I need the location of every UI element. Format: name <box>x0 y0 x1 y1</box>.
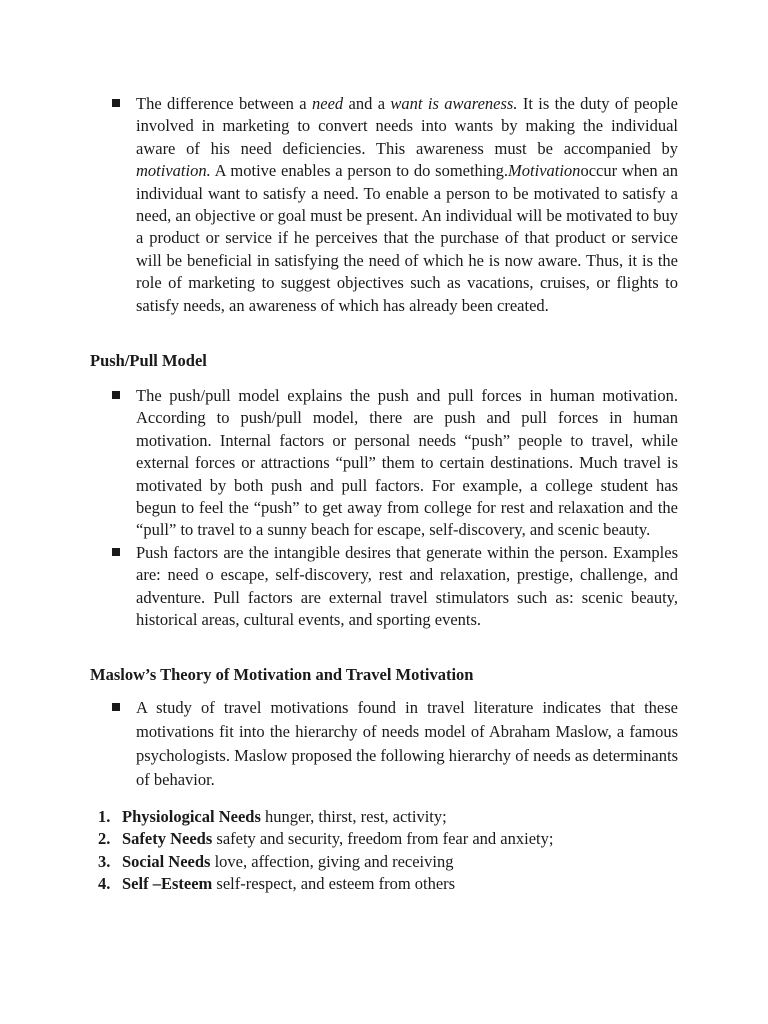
needs-list-item <box>98 873 698 895</box>
paragraph-text: The push/pull model explains the push and pull forces in human motivation. According to push/pull model, there are push and pull forces in human motivation. Internal factors or personal needs “push” people to travel, while external forces or attractions “pull” them to certain destinations. Much travel is motivated by both push and pull factors. For example, a college student has begun to feel the “push” to get away from college for rest and relaxation and the “pull” to travel to a sunny beach for escape, self-discovery, and scenic beauty. <box>136 386 678 540</box>
paragraph-text: Push factors are the intangible desires that generate within the person. Examples are: need o escape, self-discovery, rest and relaxation, prestige, challenge, and adventure. Pull factors are external travel stimulators such as: scenic beauty, historical areas, cultural events, and sporting events. <box>136 542 678 630</box>
need-description: self-respect, and esteem from others <box>212 874 456 894</box>
emphasis-motivation-2: Motivation <box>508 161 581 181</box>
list-item <box>112 385 678 542</box>
maslow-bullet-block <box>112 696 678 792</box>
section-heading-push-pull: Push/Pull Model <box>90 351 207 370</box>
list-number: 3. <box>98 851 111 871</box>
needs-list-item <box>98 806 698 828</box>
list-number: 1. <box>98 807 111 826</box>
needs-numbered-list <box>98 806 698 896</box>
needs-list-item <box>98 828 698 850</box>
push-pull-bullet-block <box>112 385 678 631</box>
need-term: Physiological Needs <box>122 807 261 826</box>
square-bullet-icon <box>112 696 120 720</box>
emphasis-need: need <box>312 94 344 113</box>
need-term: Safety Needs <box>122 829 213 849</box>
need-description: safety and security, freedom from fear and anxiety; <box>212 829 554 849</box>
emphasis-want-is-awareness: want is awareness. <box>390 94 518 113</box>
need-term: Social Needs <box>122 851 211 871</box>
square-bullet-icon <box>112 385 120 407</box>
list-number: 2. <box>98 829 111 849</box>
paragraph-text: A study of travel motivations found in travel literature indicates that these motivations fit into the hierarchy of needs model of Abraham Maslow, a famous psychologists. Maslow proposed the following hierarchy of needs as determinants of behavior. <box>136 698 678 789</box>
section-heading-maslow: Maslow’s Theory of Motivation and Travel Motivation <box>90 665 474 684</box>
square-bullet-icon <box>112 542 120 564</box>
square-bullet-icon <box>112 93 120 115</box>
needs-list-item <box>98 851 698 873</box>
emphasis-motivation: motivation. <box>136 161 211 181</box>
list-item <box>112 696 678 792</box>
list-item <box>112 93 678 317</box>
need-description: love, affection, giving and receiving <box>210 851 454 871</box>
list-number: 4. <box>98 874 111 894</box>
need-description: hunger, thirst, rest, activity; <box>260 807 447 826</box>
paragraph-text: The difference between a need and a want is awareness. It is the duty of people involved in marketing to convert needs into wants by making the individual aware of his need deficiencies. This awareness must be accompanied by motivation. A motive enables a person to do something.Motivationoccur when an individual want to satisfy a need. To enable a person to be motivated to satisfy a need, an objective or goal must be present. An individual will be motivated to buy a product or service if he perceives that the purchase of that product or service will be beneficial in satisfying the need of which he is now aware. Thus, it is the role of marketing to suggest objectives such as vacations, cruises, or flights to satisfy needs, an awareness of which has already been created. <box>136 94 678 315</box>
list-item <box>112 542 678 632</box>
need-term: Self –Esteem <box>122 874 213 894</box>
awareness-bullet-block <box>112 93 678 317</box>
